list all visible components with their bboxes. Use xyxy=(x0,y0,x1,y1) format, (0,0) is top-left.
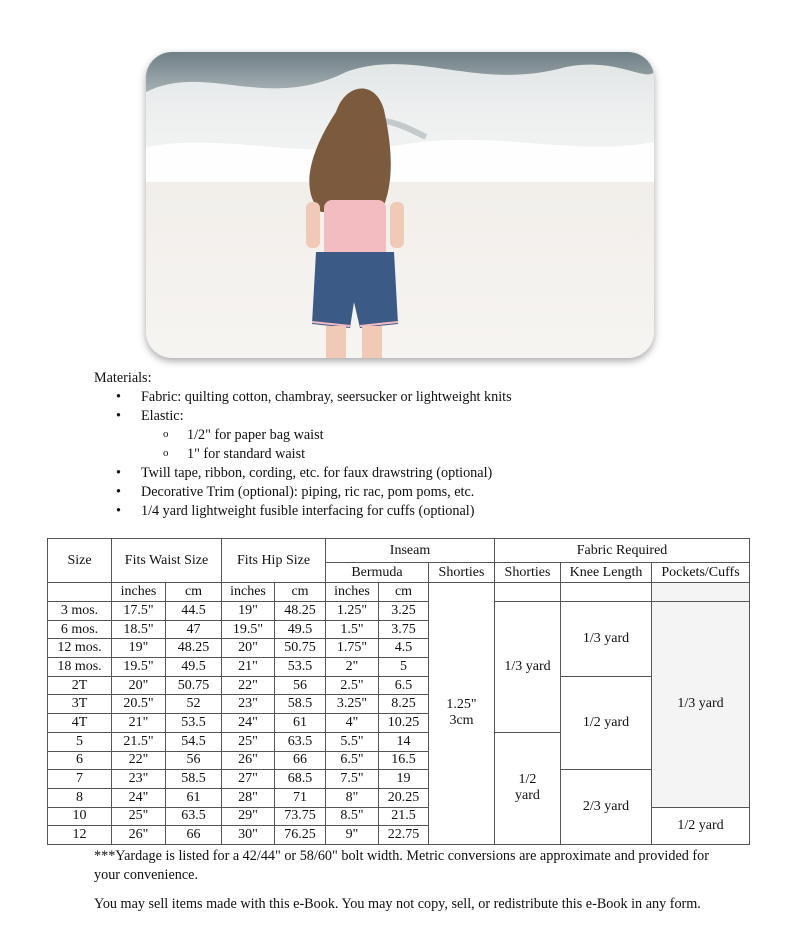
fabric-knee-b: 1/2 yard xyxy=(561,676,652,769)
cell-bermuda-cm: 14 xyxy=(379,732,429,751)
cell-waist-inches: 25" xyxy=(112,807,166,826)
cell-size: 6 mos. xyxy=(48,620,112,639)
header-knee-length: Knee Length xyxy=(561,563,652,583)
cell-bermuda-inches: 2" xyxy=(326,658,379,677)
material-elastic: • Elastic: xyxy=(94,407,734,426)
cell-hip-cm: 66 xyxy=(275,751,326,770)
fabric-knee-a: 1/3 yard xyxy=(561,602,652,677)
materials-section xyxy=(94,369,734,521)
unit-hip-cm: cm xyxy=(275,583,326,602)
cell-bermuda-inches: 3.25" xyxy=(326,695,379,714)
cell-bermuda-inches: 2.5" xyxy=(326,676,379,695)
cell-waist-inches: 19" xyxy=(112,639,166,658)
cell-hip-inches: 23" xyxy=(222,695,275,714)
header-bermuda: Bermuda xyxy=(326,563,429,583)
cell-bermuda-cm: 3.25 xyxy=(379,602,429,621)
beach-girl-illustration xyxy=(146,52,654,358)
cell-waist-cm: 53.5 xyxy=(166,714,222,733)
cell-hip-cm: 68.5 xyxy=(275,770,326,789)
cell-bermuda-cm: 21.5 xyxy=(379,807,429,826)
cell-waist-inches: 20.5" xyxy=(112,695,166,714)
cell-bermuda-inches: 5.5" xyxy=(326,732,379,751)
unit-bermuda-cm: cm xyxy=(379,583,429,602)
cell-waist-cm: 52 xyxy=(166,695,222,714)
unit-hip-inches: inches xyxy=(222,583,275,602)
cell-bermuda-cm: 4.5 xyxy=(379,639,429,658)
cell-bermuda-cm: 22.75 xyxy=(379,826,429,845)
fabric-pockets-b: 1/2 yard xyxy=(652,807,750,844)
header-inseam: Inseam xyxy=(326,539,495,563)
cell-bermuda-inches: 1.25" xyxy=(326,602,379,621)
fabric-pockets-a: 1/3 yard xyxy=(652,602,750,808)
shorties-inseam-cell xyxy=(429,583,495,845)
cell-bermuda-inches: 1.5" xyxy=(326,620,379,639)
material-fabric: • Fabric: quilting cotton, chambray, seersucker or lightweight knits xyxy=(94,388,734,407)
cell-hip-cm: 63.5 xyxy=(275,732,326,751)
hero-photo xyxy=(146,52,654,358)
cell-hip-cm: 73.75 xyxy=(275,807,326,826)
cell-waist-cm: 50.75 xyxy=(166,676,222,695)
cell-hip-inches: 26" xyxy=(222,751,275,770)
cell-hip-inches: 19.5" xyxy=(222,620,275,639)
header-shorties-fabric: Shorties xyxy=(495,563,561,583)
cell-size: 2T xyxy=(48,676,112,695)
unit-blank-knee xyxy=(561,583,652,602)
cell-hip-inches: 28" xyxy=(222,788,275,807)
size-chart-table xyxy=(47,538,750,845)
cell-waist-inches: 26" xyxy=(112,826,166,845)
cell-hip-cm: 61 xyxy=(275,714,326,733)
table-row xyxy=(48,770,750,789)
unit-bermuda-inches: inches xyxy=(326,583,379,602)
cell-bermuda-inches: 7.5" xyxy=(326,770,379,789)
material-trim: • Decorative Trim (optional): piping, ric rac, pom poms, etc. xyxy=(94,483,734,502)
fabric-knee-c: 2/3 yard xyxy=(561,770,652,845)
cell-hip-cm: 48.25 xyxy=(275,602,326,621)
header-size: Size xyxy=(48,539,112,583)
cell-waist-cm: 63.5 xyxy=(166,807,222,826)
cell-bermuda-cm: 19 xyxy=(379,770,429,789)
shorties-inseam-inches: 1.25" xyxy=(446,697,477,713)
cell-waist-cm: 47 xyxy=(166,620,222,639)
cell-waist-cm: 66 xyxy=(166,826,222,845)
cell-size: 6 xyxy=(48,751,112,770)
cell-waist-inches: 19.5" xyxy=(112,658,166,677)
header-fabric-required: Fabric Required xyxy=(495,539,750,563)
cell-waist-inches: 21.5" xyxy=(112,732,166,751)
cell-waist-inches: 17.5" xyxy=(112,602,166,621)
cell-bermuda-cm: 3.75 xyxy=(379,620,429,639)
unit-blank-pockets xyxy=(652,583,750,602)
cell-bermuda-inches: 8.5" xyxy=(326,807,379,826)
header-pockets-cuffs: Pockets/Cuffs xyxy=(652,563,750,583)
cell-hip-cm: 50.75 xyxy=(275,639,326,658)
unit-waist-inches: inches xyxy=(112,583,166,602)
cell-hip-inches: 20" xyxy=(222,639,275,658)
cell-bermuda-cm: 20.25 xyxy=(379,788,429,807)
cell-hip-inches: 27" xyxy=(222,770,275,789)
cell-size: 10 xyxy=(48,807,112,826)
cell-waist-inches: 18.5" xyxy=(112,620,166,639)
cell-bermuda-inches: 6.5" xyxy=(326,751,379,770)
cell-size: 8 xyxy=(48,788,112,807)
cell-bermuda-inches: 1.75" xyxy=(326,639,379,658)
cell-bermuda-cm: 8.25 xyxy=(379,695,429,714)
cell-waist-inches: 23" xyxy=(112,770,166,789)
cell-hip-inches: 21" xyxy=(222,658,275,677)
unit-blank xyxy=(48,583,112,602)
cell-bermuda-inches: 4" xyxy=(326,714,379,733)
fabric-shorties-a: 1/3 yard xyxy=(495,602,561,733)
cell-size: 12 mos. xyxy=(48,639,112,658)
cell-waist-cm: 61 xyxy=(166,788,222,807)
cell-size: 7 xyxy=(48,770,112,789)
material-twill: • Twill tape, ribbon, cording, etc. for faux drawstring (optional) xyxy=(94,464,734,483)
cell-waist-cm: 58.5 xyxy=(166,770,222,789)
cell-size: 12 xyxy=(48,826,112,845)
shorties-inseam-cm: 3cm xyxy=(449,713,474,729)
cell-bermuda-cm: 5 xyxy=(379,658,429,677)
header-shorties-inseam: Shorties xyxy=(429,563,495,583)
material-interfacing: • 1/4 yard lightweight fusible interfacing for cuffs (optional) xyxy=(94,502,734,521)
cell-hip-inches: 25" xyxy=(222,732,275,751)
unit-blank-shorties xyxy=(495,583,561,602)
cell-waist-cm: 49.5 xyxy=(166,658,222,677)
table-row xyxy=(48,676,750,695)
cell-hip-cm: 53.5 xyxy=(275,658,326,677)
material-elastic-half: o 1/2" for paper bag waist xyxy=(94,426,734,445)
cell-hip-cm: 58.5 xyxy=(275,695,326,714)
cell-size: 5 xyxy=(48,732,112,751)
cell-waist-cm: 48.25 xyxy=(166,639,222,658)
cell-waist-inches: 24" xyxy=(112,788,166,807)
cell-waist-cm: 44.5 xyxy=(166,602,222,621)
fabric-shorties-b-line-2: yard xyxy=(515,788,540,804)
cell-hip-inches: 29" xyxy=(222,807,275,826)
cell-waist-cm: 54.5 xyxy=(166,732,222,751)
cell-size: 4T xyxy=(48,714,112,733)
cell-waist-inches: 20" xyxy=(112,676,166,695)
cell-bermuda-inches: 8" xyxy=(326,788,379,807)
materials-heading: Materials: xyxy=(94,370,152,386)
cell-hip-cm: 71 xyxy=(275,788,326,807)
header-hip: Fits Hip Size xyxy=(222,539,326,583)
cell-hip-cm: 76.25 xyxy=(275,826,326,845)
cell-waist-inches: 21" xyxy=(112,714,166,733)
cell-bermuda-cm: 6.5 xyxy=(379,676,429,695)
cell-bermuda-cm: 10.25 xyxy=(379,714,429,733)
header-waist: Fits Waist Size xyxy=(112,539,222,583)
fabric-shorties-b-line-1: 1/2 xyxy=(518,772,537,788)
cell-bermuda-inches: 9" xyxy=(326,826,379,845)
cell-size: 18 mos. xyxy=(48,658,112,677)
cell-hip-inches: 22" xyxy=(222,676,275,695)
cell-bermuda-cm: 16.5 xyxy=(379,751,429,770)
table-row xyxy=(48,602,750,621)
cell-hip-cm: 49.5 xyxy=(275,620,326,639)
license-note: You may sell items made with this e-Book. You may not copy, sell, or redistribute this e-Book in any form. xyxy=(94,896,701,912)
cell-hip-inches: 19" xyxy=(222,602,275,621)
yardage-note: ***Yardage is listed for a 42/44" or 58/60" bolt width. Metric conversions are approximate and provided for your convenience. xyxy=(94,848,709,883)
cell-waist-cm: 56 xyxy=(166,751,222,770)
unit-waist-cm: cm xyxy=(166,583,222,602)
material-elastic-one: o 1" for standard waist xyxy=(94,445,734,464)
cell-hip-inches: 30" xyxy=(222,826,275,845)
cell-size: 3 mos. xyxy=(48,602,112,621)
fabric-shorties-b xyxy=(495,732,561,844)
materials-list xyxy=(94,388,734,521)
cell-waist-inches: 22" xyxy=(112,751,166,770)
cell-size: 3T xyxy=(48,695,112,714)
cell-hip-inches: 24" xyxy=(222,714,275,733)
cell-hip-cm: 56 xyxy=(275,676,326,695)
